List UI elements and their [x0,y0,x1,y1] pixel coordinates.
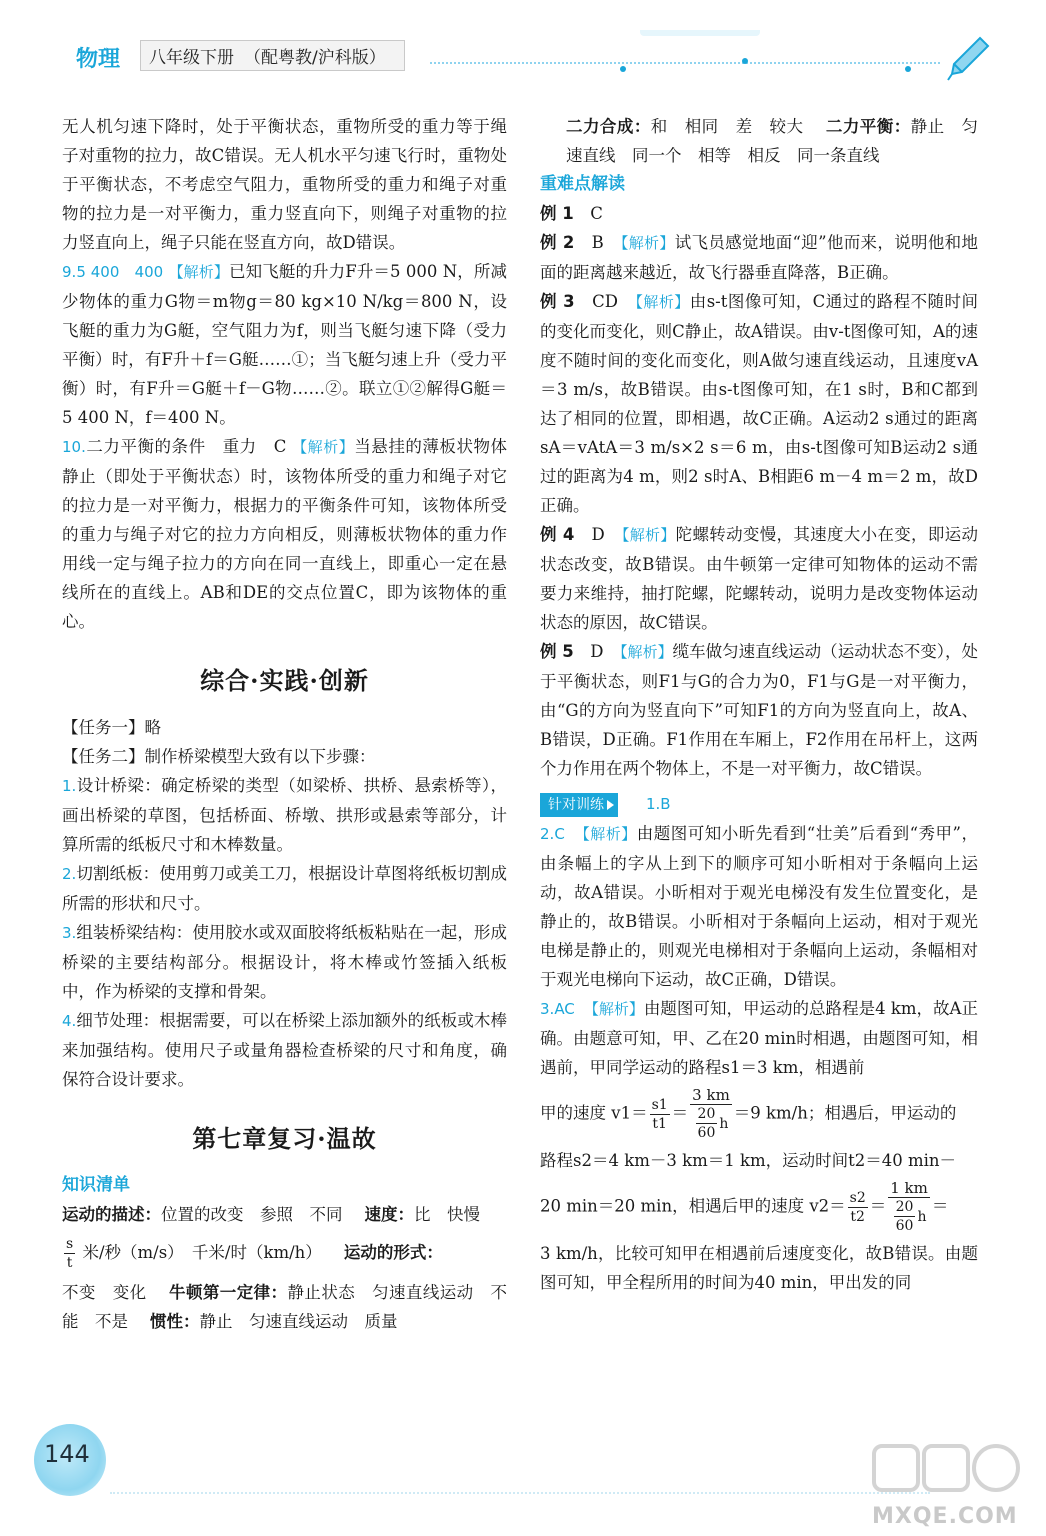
example-5 [540,637,978,783]
example-label: 例 1 [540,204,574,223]
example-label: 例 4 [540,525,575,544]
grade-label: 八年级下册 [149,48,234,68]
left-column [62,112,507,1336]
denominator: 60 [697,1125,716,1141]
question-9 [62,257,507,432]
formula-line-v2 [540,1179,978,1235]
example-label: 例 2 [540,233,575,252]
step-text: 组装桥梁结构：使用胶水或双面胶将纸板粘贴在一起，形成桥梁的主要结构部分。根据设计，将木棒或竹签插入纸板中，作为桥梁的支撑和骨架。 [62,923,507,1001]
numerator: s [66,1236,74,1252]
analysis-text: 缆车做匀速直线运动（运动状态不变），处于平衡状态，则F1与G的合力为0，F1与G是一对平衡力，由“G的方向为竖直向下”可知F1的方向为竖直向上，故A、B错误，D正确。F1作用在车厢上，F2作用在吊杆上，这两个力作用在两个物体上，不是一对平衡力，故C错误。 [540,642,979,778]
analysis-text: 由s-t图像可知，C通过的路程不随时间的变化而变化，则C静止，故A错误。由v-t图像可知，A的速度不随时间的变化而变化，则A做匀速直线运动，且速度vA＝3 m/s，故B错误。由s-t图像可知，在1 s时，B和C都到达了相同的位置，即相遇，故C正确。A运动2 s通过的距离sA＝vAtA＝3 m/s×2 s＝6 m，由s-t图像可知B运动2 s通过的距离为4 m，则2 s时A、B相距6 m－4 m＝2 m，故D正确。 [540,292,978,515]
fraction [888,1179,930,1235]
knowledge-text: 静止 匀速直线运动 质量 [199,1312,398,1331]
analysis-tag: 【解析】 [620,643,673,661]
watermark-text: MXQE.COM [872,1504,1018,1529]
knowledge-text: 静止状态 匀速直线运动 不能 不是 [62,1283,508,1331]
fraction [650,1096,670,1133]
key-points-heading: 重难点解读 [540,174,625,194]
task-2: 【任务二】制作桥梁模型大致有以下步骤： [62,747,376,766]
step-number: 3. [62,924,77,942]
denominator: t2 [850,1208,865,1225]
numerator: 20 [895,1199,914,1215]
training-2 [540,819,978,994]
edition-label: （配粤教/沪科版） [244,48,386,68]
analysis-tag: 【解析】 [621,526,676,544]
knowledge-label: 速度： [364,1205,414,1224]
denominator [694,1105,729,1142]
question-number: 3. [540,1000,555,1018]
right-column [540,112,978,1297]
numerator: 1 km [890,1179,928,1197]
knowledge-text: 和 相同 差 较大 [650,117,804,136]
training-badge: 针对训练 [540,793,618,817]
knowledge-text: 位置的改变 参照 不同 [161,1205,343,1224]
analysis-text: 试飞员感觉地面“迎”他而来，说明他和地面的距离越来越近，故飞行器垂直降落，B正确。 [540,233,979,282]
example-4 [540,520,978,637]
task-1: 【任务一】略 [62,718,161,737]
analysis-text: 已知飞艇的升力F升＝5 000 N，所减少物体的重力G物＝m物g＝80 kg×10 N/kg＝800 N，设飞艇的重力为G艇，空气阻力为f，则当飞艇匀速下降（受力平衡）时，有F升＋f＝G艇……①；当飞艇匀速上升（受力平衡）时，有F升＝G艇＋f－G物……②。联立①②解得G艇＝5 400 N，f＝400 N。 [62,262,507,427]
answer: B [591,233,604,252]
step-text: 细节处理：根据需要，可以在桥梁上添加额外的纸板或木棒来加强结构。使用尺子或量角器检查桥梁的尺寸和角度，确保符合设计要求。 [62,1011,507,1089]
denominator: t1 [652,1115,667,1132]
training-answer-1: 1.B [646,795,671,813]
analysis-text: 当悬挂的薄板状物体静止（即处于平衡状态）时，该物体所受的重力和绳子对它的拉力是一对平衡力，根据力的平衡条件可知，该物体所受的重力与绳子对它的拉力方向相反，则薄板状物体的重力作用线一定与绳子拉力的方向在同一直线上，即重心一定在悬线所在的直线上。AB和DE的交点位置C，即为该物体的重心。 [62,437,508,631]
answer: D [591,525,605,544]
formula-text: 20 min＝20 min，相遇后甲的速度 v2＝ [540,1196,846,1216]
analysis-text: 陀螺转动变慢，其速度大小在变，即运动状态改变，故B错误。由牛顿第一定律可知物体的运动不需要力来维持，抽打陀螺，陀螺转动，说明力是改变物体运动状态的原因，故C错误。 [540,525,979,632]
step-number: 4. [62,1012,77,1030]
example-label: 例 5 [540,642,574,661]
step-number: 2. [62,865,77,883]
step-item [62,918,507,1006]
denominator [892,1198,927,1235]
section-title-review: 第七章复习·温故 [192,1124,377,1153]
knowledge-line [62,1200,507,1229]
page-number: 144 [44,1440,90,1468]
fraction [894,1198,916,1235]
fraction [64,1235,75,1272]
knowledge-label: 惯性： [150,1312,200,1331]
answer: 5 400 400 [76,263,164,281]
formula-text: ＝ [931,1196,949,1216]
training-3 [540,994,978,1082]
knowledge-text: 米/秒（m/s） 千米/时（km/h） [82,1243,322,1262]
header-dot [742,58,748,64]
answer: D [590,642,604,661]
grade-label-box [140,40,405,71]
step-item [62,859,507,918]
formula-text: 甲的速度 v1＝ [540,1103,648,1123]
example-2 [540,228,978,287]
header-dot [905,66,911,72]
answer: 二力平衡的条件 重力 C [85,437,287,456]
example-1 [540,199,978,228]
header-dot [620,66,626,72]
numerator: s1 [651,1096,668,1113]
knowledge-line [540,112,978,170]
header-dotted-line [430,62,940,64]
example-3 [540,287,978,520]
knowledge-line [62,1235,507,1272]
numerator: s2 [849,1189,866,1206]
question-number: 2. [540,825,555,843]
paragraph: 无人机匀速下降时，处于平衡状态，重物所受的重力等于绳子对重物的拉力，故C错误。无人机水平匀速飞行时，重物处于平衡状态，不考虑空气阻力，重物所受的重力和绳子对重物的拉力是一对平衡力，重力竖直向下，则绳子对重物的拉力竖直向上，绳子只能在竖直方向，故D错误。 [62,117,507,252]
numerator: 3 km [692,1086,730,1104]
unit: h [917,1208,927,1225]
answer: C [590,204,603,223]
knowledge-list-heading: 知识清单 [62,1175,130,1195]
fraction [848,1189,868,1226]
training-row [540,789,978,819]
denominator: 60 [895,1218,914,1234]
formula-text: ＝9 km/h；相遇后，甲运动的 [733,1103,957,1123]
analysis-text: 由题图可知小昕先看到“壮美”后看到“秀甲”，由条幅上的字从上到下的顺序可知小昕相对于条幅向上运动，故A错误。小昕相对于观光电梯没有发生位置变化，是静止的，故B错误。小昕相对于条幅向上运动，相对于观光电梯是静止的，则观光电梯相对于条幅向上运动，条幅相对于观光电梯向下运动，故C正确，D错误。 [540,824,978,989]
step-text: 设计桥梁：确定桥梁的类型（如梁桥、拱桥、悬索桥等），画出桥梁的草图，包括桥面、桥墩、拱形或悬索等部分，计算所需的纸板尺寸和木棒数量。 [62,776,507,854]
knowledge-label: 二力平衡： [825,117,911,136]
analysis-tag: 【解析】 [591,1000,644,1018]
knowledge-text: 静止 匀速直线 同一个 相等 相反 同一条直线 [566,117,979,165]
question-number: 10. [62,438,86,456]
page-header [0,30,1046,90]
footer-dotted-line [110,1492,930,1494]
step-text: 切割纸板：使用剪刀或美工刀，根据设计草图将纸板切割成所需的形状和尺寸。 [62,864,507,913]
equals-sign: ＝ [869,1196,887,1216]
analysis-tag: 【解析】 [620,234,675,252]
paragraph: 3 km/h，比较可知甲在相遇前后速度变化，故B错误。由题图可知，甲全程所用的时间为40 min，甲出发的同 [540,1244,978,1292]
analysis-tag: 【解析】 [635,293,690,311]
analysis-tag: 【解析】 [292,438,355,456]
analysis-tag: 【解析】 [582,825,637,843]
numerator: 20 [697,1106,716,1122]
knowledge-text: 比 快慢 [414,1205,480,1224]
equals-sign: ＝ [671,1103,689,1123]
answer: CD [592,292,618,311]
knowledge-label: 牛顿第一定律： [168,1283,288,1302]
analysis-text: 由题图可知，甲运动的总路程是4 km，故A正确。由题意可知，甲、乙在20 min时相遇，由题图可知，相遇前，甲同学运动的路程s1＝3 km，相遇前 [540,999,978,1077]
formula-line: 路程s2＝4 km－3 km＝1 km，运动时间t2＝40 min－ [540,1151,957,1170]
knowledge-text: 不变 变化 [62,1283,147,1302]
fraction [696,1105,718,1142]
pen-icon [942,34,992,84]
step-item [62,1006,507,1094]
knowledge-label: 二力合成： [566,117,651,136]
question-number: 9. [62,263,77,281]
example-label: 例 3 [540,292,575,311]
unit: h [719,1115,729,1132]
subject-title: 物理 [76,47,121,72]
knowledge-line [62,1278,507,1336]
step-number: 1. [62,777,77,795]
answer: C [554,825,565,843]
section-title-practice: 综合·实践·创新 [200,666,369,695]
knowledge-label: 运动的描述： [62,1205,161,1224]
answer: AC [554,1000,575,1018]
header-decoration [640,30,760,36]
step-item [62,771,507,859]
denominator: t [66,1255,73,1271]
fraction [690,1086,732,1142]
knowledge-label: 运动的形式： [343,1243,443,1262]
question-10 [62,432,507,636]
analysis-tag: 【解析】 [168,263,230,281]
formula-line-v1 [540,1086,978,1142]
